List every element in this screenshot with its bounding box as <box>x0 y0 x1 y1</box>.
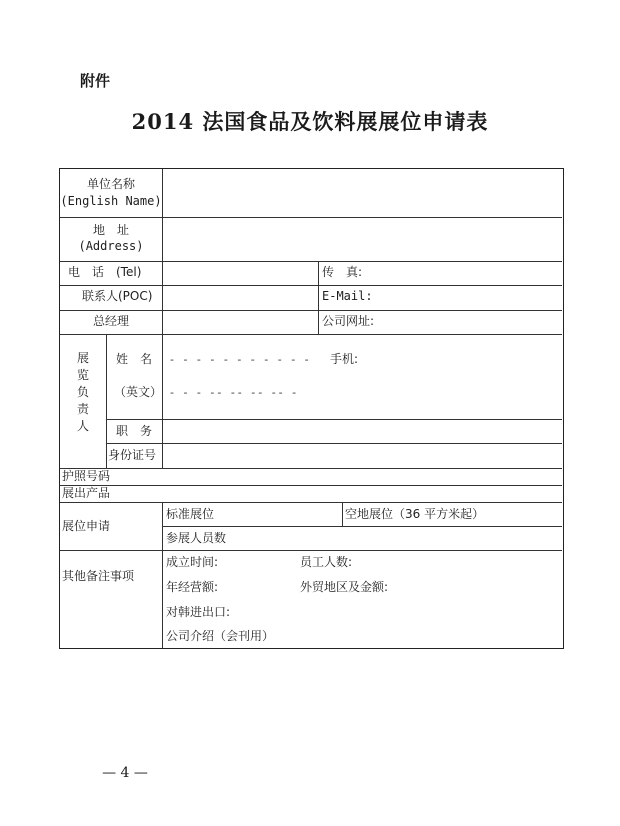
unit-name-en-label: (English Name) <box>60 194 162 208</box>
position-label: 职 务 <box>116 424 153 438</box>
attachment-label: 附件 <box>80 72 111 90</box>
phone-field[interactable] <box>163 262 317 284</box>
id-number-label: 身份证号 <box>108 448 157 462</box>
email-field[interactable] <box>370 286 560 309</box>
mobile-label: 手机: <box>330 352 359 366</box>
address-en-label: (Address) <box>78 239 144 253</box>
unit-name-field[interactable] <box>163 170 561 216</box>
name-label: 姓 名 <box>116 352 153 366</box>
website-label: 公司网址: <box>322 314 375 328</box>
address-label: 地 址 <box>92 223 129 237</box>
standard-booth-option[interactable]: 标准展位 <box>166 507 215 521</box>
phone-label: 电 话 (Tel) <box>68 265 142 279</box>
products-label: 展出产品 <box>62 486 111 500</box>
mobile-field[interactable] <box>365 347 560 369</box>
employees-label: 员工人数: <box>300 555 353 569</box>
general-manager-label: 总经理 <box>92 314 129 328</box>
position-field[interactable] <box>163 420 561 442</box>
trade-region-label: 外贸地区及金额: <box>300 580 389 594</box>
address-field[interactable] <box>163 218 561 260</box>
english-name-blank[interactable]: - - - -- -- -- -- - <box>170 386 300 399</box>
passport-label: 护照号码 <box>62 469 111 483</box>
contact-label: 联系人(POC) <box>82 289 153 303</box>
email-label: E-Mail: <box>322 289 373 303</box>
staff-count-label: 参展人员数 <box>166 531 227 545</box>
name-blank[interactable]: - - - - - - - - - - - <box>170 353 312 366</box>
exhibit-head-label: 展 览 负 责 人 <box>76 351 89 433</box>
korea-trade-label: 对韩进出口: <box>166 605 231 619</box>
fax-label: 传 真: <box>322 265 363 279</box>
space-booth-option[interactable]: 空地展位（36 平方米起） <box>345 507 485 521</box>
founded-label: 成立时间: <box>166 555 219 569</box>
application-form-table <box>59 168 564 649</box>
english-label: （英文） <box>114 385 163 399</box>
booth-apply-label: 展位申请 <box>62 519 111 533</box>
id-number-field[interactable] <box>163 444 561 467</box>
passport-field[interactable] <box>163 469 561 484</box>
fax-field[interactable] <box>360 262 560 284</box>
other-notes-field[interactable] <box>163 551 561 647</box>
company-intro-label: 公司介绍（会刊用） <box>166 629 275 643</box>
other-notes-label: 其他备注事项 <box>62 569 135 583</box>
page-number: — 4 — <box>102 765 148 781</box>
website-field[interactable] <box>390 311 560 333</box>
unit-name-label: 单位名称 <box>86 177 135 191</box>
products-field[interactable] <box>163 486 561 501</box>
page-title: 2014 法国食品及饮料展展位申请表 <box>131 109 489 134</box>
annual-revenue-label: 年经营额: <box>166 580 219 594</box>
contact-field[interactable] <box>163 286 317 309</box>
general-manager-field[interactable] <box>163 311 317 333</box>
staff-count-field[interactable] <box>250 527 560 549</box>
